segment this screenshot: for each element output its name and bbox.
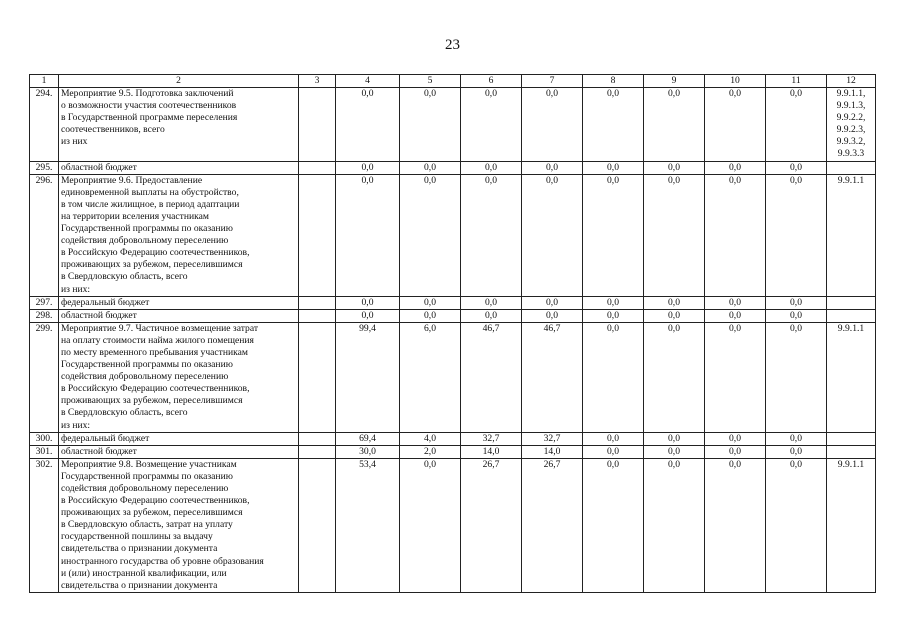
row-description: областной бюджет <box>59 161 299 174</box>
table-row <box>30 432 876 445</box>
row-value-col-10: 0,0 <box>705 174 766 296</box>
row-value-col-9: 0,0 <box>644 432 705 445</box>
row-target-codes: 9.9.1.1 <box>827 174 876 296</box>
table-row <box>30 174 876 296</box>
row-description: Мероприятие 9.6. Предоставление единовременной выплаты на обустройство, в том числе жилищное, в период адаптации на территории вселения участникам Государственной программы по оказанию содействия добровольному переселению в Российскую Федерацию соотечественников, проживающих за рубежом, переселившимся в Свердловскую область, всего из них: <box>59 174 299 296</box>
column-header-12: 12 <box>827 75 876 88</box>
row-target-codes: 9.9.1.1 <box>827 458 876 592</box>
row-value-col-11: 0,0 <box>766 296 827 309</box>
row-value-col-10: 0,0 <box>705 432 766 445</box>
column-header-1: 1 <box>30 75 59 88</box>
row-description: областной бюджет <box>59 309 299 322</box>
row-number: 299. <box>30 322 59 432</box>
row-value-col-11: 0,0 <box>766 432 827 445</box>
row-value-col-7: 32,7 <box>522 432 583 445</box>
row-value-col-8: 0,0 <box>583 309 644 322</box>
row-description: федеральный бюджет <box>59 296 299 309</box>
row-value-col-4: 53,4 <box>336 458 400 592</box>
table-row <box>30 309 876 322</box>
row-value-col-4: 0,0 <box>336 309 400 322</box>
row-value-col-5: 0,0 <box>400 458 461 592</box>
column-header-8: 8 <box>583 75 644 88</box>
row-value-col-7: 14,0 <box>522 445 583 458</box>
row-value-col-9: 0,0 <box>644 296 705 309</box>
row-column-3 <box>299 458 336 592</box>
row-target-codes <box>827 309 876 322</box>
row-column-3 <box>299 88 336 162</box>
row-number: 301. <box>30 445 59 458</box>
table-row <box>30 445 876 458</box>
row-value-col-5: 0,0 <box>400 161 461 174</box>
row-value-col-11: 0,0 <box>766 445 827 458</box>
row-target-codes: 9.9.1.1, 9.9.1.3, 9.9.2.2, 9.9.2.3, 9.9.3.2, 9.9.3.3 <box>827 88 876 162</box>
row-value-col-5: 0,0 <box>400 174 461 296</box>
column-header-9: 9 <box>644 75 705 88</box>
row-value-col-9: 0,0 <box>644 445 705 458</box>
row-value-col-8: 0,0 <box>583 322 644 432</box>
row-value-col-11: 0,0 <box>766 458 827 592</box>
row-value-col-5: 0,0 <box>400 309 461 322</box>
row-value-col-4: 99,4 <box>336 322 400 432</box>
column-header-4: 4 <box>336 75 400 88</box>
row-number: 298. <box>30 309 59 322</box>
table-body <box>30 88 876 593</box>
row-value-col-6: 0,0 <box>461 309 522 322</box>
row-value-col-11: 0,0 <box>766 322 827 432</box>
row-target-codes <box>827 445 876 458</box>
table-row <box>30 322 876 432</box>
row-description: областной бюджет <box>59 445 299 458</box>
row-description: Мероприятие 9.5. Подготовка заключений о возможности участия соотечественников в Государственной программе переселения соотечественников, всего из них <box>59 88 299 162</box>
row-value-col-7: 0,0 <box>522 174 583 296</box>
row-value-col-8: 0,0 <box>583 296 644 309</box>
row-value-col-4: 30,0 <box>336 445 400 458</box>
row-column-3 <box>299 309 336 322</box>
row-value-col-8: 0,0 <box>583 432 644 445</box>
column-header-3: 3 <box>299 75 336 88</box>
row-number: 300. <box>30 432 59 445</box>
row-value-col-8: 0,0 <box>583 458 644 592</box>
row-value-col-6: 0,0 <box>461 296 522 309</box>
row-value-col-9: 0,0 <box>644 161 705 174</box>
row-value-col-7: 0,0 <box>522 296 583 309</box>
row-number: 294. <box>30 88 59 162</box>
row-value-col-7: 0,0 <box>522 309 583 322</box>
row-target-codes <box>827 161 876 174</box>
row-value-col-5: 2,0 <box>400 445 461 458</box>
row-number: 296. <box>30 174 59 296</box>
row-column-3 <box>299 161 336 174</box>
row-value-col-6: 26,7 <box>461 458 522 592</box>
row-value-col-9: 0,0 <box>644 322 705 432</box>
row-value-col-10: 0,0 <box>705 161 766 174</box>
row-column-3 <box>299 445 336 458</box>
column-header-6: 6 <box>461 75 522 88</box>
row-value-col-6: 0,0 <box>461 88 522 162</box>
row-value-col-4: 0,0 <box>336 296 400 309</box>
row-number: 302. <box>30 458 59 592</box>
column-header-2: 2 <box>59 75 299 88</box>
row-target-codes <box>827 432 876 445</box>
row-column-3 <box>299 174 336 296</box>
row-value-col-6: 0,0 <box>461 161 522 174</box>
column-header-11: 11 <box>766 75 827 88</box>
row-description: федеральный бюджет <box>59 432 299 445</box>
row-column-3 <box>299 322 336 432</box>
row-value-col-11: 0,0 <box>766 174 827 296</box>
column-header-10: 10 <box>705 75 766 88</box>
row-description: Мероприятие 9.8. Возмещение участникам Государственной программы по оказанию содействия добровольному переселению в Российскую Федерацию соотечественников, проживающих за рубежом, переселившимся в Свердловскую область, затрат на уплату государственной пошлины за выдачу свидетельства о признании документа иностранного государства об уровне образования и (или) иностранной квалификации, или свидетельства о признании документа <box>59 458 299 592</box>
row-value-col-9: 0,0 <box>644 458 705 592</box>
budget-table <box>29 74 876 593</box>
row-value-col-10: 0,0 <box>705 309 766 322</box>
row-value-col-4: 0,0 <box>336 161 400 174</box>
row-value-col-8: 0,0 <box>583 161 644 174</box>
page-number: 23 <box>445 37 460 53</box>
row-value-col-7: 0,0 <box>522 88 583 162</box>
row-value-col-10: 0,0 <box>705 88 766 162</box>
column-number-row <box>30 75 876 88</box>
row-value-col-5: 0,0 <box>400 296 461 309</box>
row-value-col-10: 0,0 <box>705 445 766 458</box>
row-description: Мероприятие 9.7. Частичное возмещение затрат на оплату стоимости найма жилого помещения по месту временного пребывания участникам Государственной программы по оказанию содействия добровольному переселению в Российскую Федерацию соотечественников, проживающих за рубежом, переселившимся в Свердловскую область, всего из них: <box>59 322 299 432</box>
row-value-col-9: 0,0 <box>644 174 705 296</box>
row-column-3 <box>299 296 336 309</box>
row-value-col-8: 0,0 <box>583 445 644 458</box>
row-value-col-10: 0,0 <box>705 322 766 432</box>
row-value-col-11: 0,0 <box>766 309 827 322</box>
row-value-col-9: 0,0 <box>644 88 705 162</box>
table-row <box>30 296 876 309</box>
row-value-col-7: 46,7 <box>522 322 583 432</box>
table-row <box>30 161 876 174</box>
row-value-col-4: 69,4 <box>336 432 400 445</box>
row-value-col-9: 0,0 <box>644 309 705 322</box>
row-value-col-11: 0,0 <box>766 88 827 162</box>
row-value-col-8: 0,0 <box>583 88 644 162</box>
row-value-col-6: 46,7 <box>461 322 522 432</box>
column-header-7: 7 <box>522 75 583 88</box>
row-value-col-5: 0,0 <box>400 88 461 162</box>
row-target-codes <box>827 296 876 309</box>
row-number: 297. <box>30 296 59 309</box>
row-value-col-6: 14,0 <box>461 445 522 458</box>
table-row <box>30 88 876 162</box>
column-header-5: 5 <box>400 75 461 88</box>
row-value-col-4: 0,0 <box>336 174 400 296</box>
row-number: 295. <box>30 161 59 174</box>
row-value-col-8: 0,0 <box>583 174 644 296</box>
row-value-col-4: 0,0 <box>336 88 400 162</box>
table-row <box>30 458 876 592</box>
row-value-col-7: 26,7 <box>522 458 583 592</box>
row-column-3 <box>299 432 336 445</box>
row-target-codes: 9.9.1.1 <box>827 322 876 432</box>
row-value-col-6: 0,0 <box>461 174 522 296</box>
row-value-col-10: 0,0 <box>705 458 766 592</box>
row-value-col-6: 32,7 <box>461 432 522 445</box>
row-value-col-10: 0,0 <box>705 296 766 309</box>
row-value-col-5: 4,0 <box>400 432 461 445</box>
row-value-col-11: 0,0 <box>766 161 827 174</box>
row-value-col-5: 6,0 <box>400 322 461 432</box>
row-value-col-7: 0,0 <box>522 161 583 174</box>
